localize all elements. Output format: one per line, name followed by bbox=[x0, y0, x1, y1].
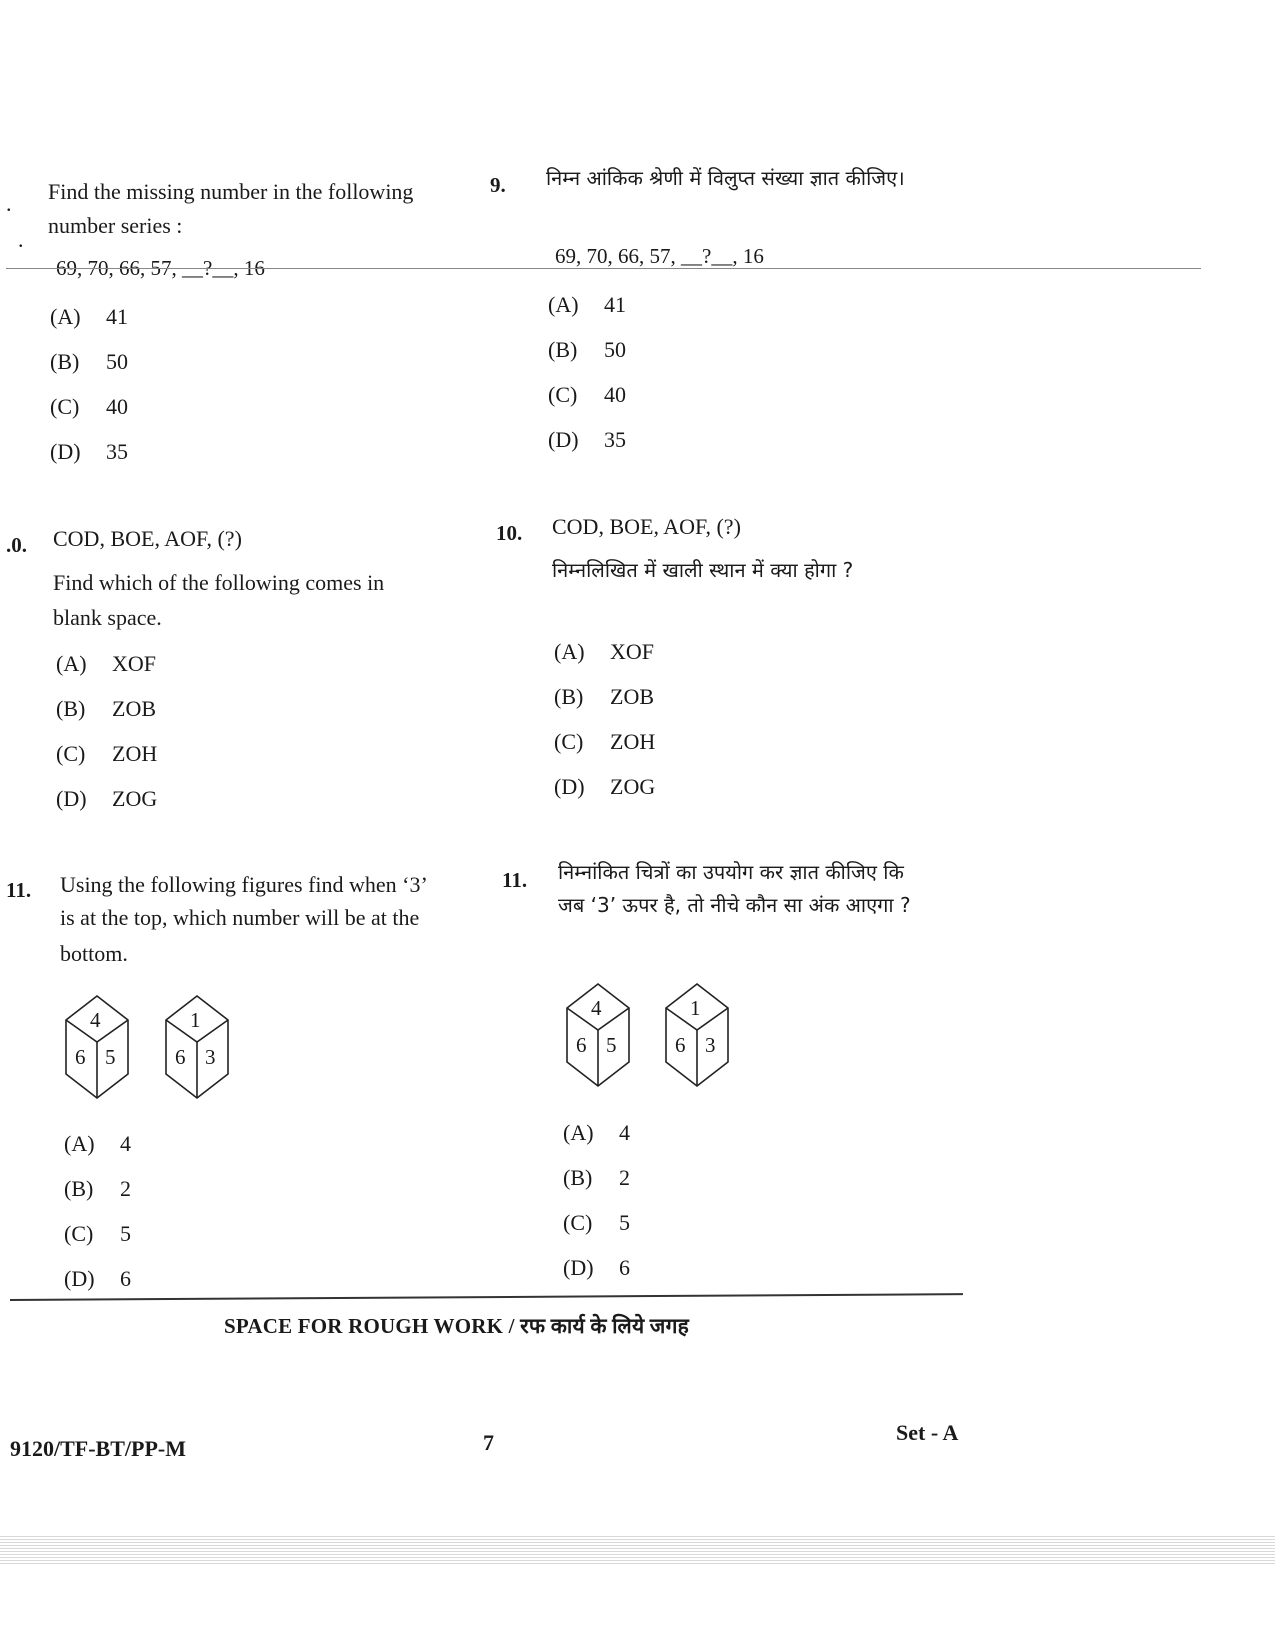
q11-hi-die-1 bbox=[563, 982, 633, 1088]
q11-en-option-b: (B) 2 bbox=[64, 1176, 131, 1201]
q11-en-die-1-top: 4 bbox=[90, 1008, 101, 1032]
q11-hi-option-d: (D) 6 bbox=[563, 1255, 630, 1280]
q11-en-option-d: (D) 6 bbox=[64, 1266, 131, 1291]
q10-hi-question: निम्नलिखित में खाली स्थान में क्या होगा ? bbox=[552, 558, 854, 582]
q10-hi-stem: COD, BOE, AOF, (?) bbox=[552, 514, 741, 539]
q11-en-die-2-left: 6 bbox=[175, 1045, 186, 1069]
q10-hi-option-d: (D) ZOG bbox=[554, 774, 656, 799]
q11-en-die-1-right: 5 bbox=[105, 1045, 116, 1069]
q9-en-series: 69, 70, 66, 57, __?__, 16 bbox=[56, 256, 265, 280]
q11-hi-question-line-1: निम्नांकित चित्रों का उपयोग कर ज्ञात कीजिए कि bbox=[558, 860, 904, 884]
q11-en-die-2 bbox=[162, 994, 232, 1100]
q11-hi-number: 11. bbox=[502, 868, 528, 892]
q10-en-question-line-1: Find which of the following comes in bbox=[53, 570, 385, 595]
q9-en-option-a: (A) 41 bbox=[50, 304, 128, 329]
q11-en-option-c: (C) 5 bbox=[64, 1221, 131, 1246]
q11-hi-die-1-left: 6 bbox=[576, 1033, 587, 1057]
page-number: 7 bbox=[483, 1430, 494, 1455]
q11-hi-die-2-right: 3 bbox=[705, 1033, 716, 1057]
q10-hi-option-a: (A) XOF bbox=[554, 639, 655, 664]
q10-en-option-b: (B) ZOB bbox=[56, 696, 156, 721]
q10-en-option-d: (D) ZOG bbox=[56, 786, 158, 811]
q9-hi-question: निम्न आंकिक श्रेणी में विलुप्त संख्या ज्ञात कीजिए। bbox=[546, 166, 905, 190]
q11-hi-option-c: (C) 5 bbox=[563, 1210, 630, 1235]
q9-en-question-line-1: Find the missing number in the following bbox=[48, 179, 414, 204]
q11-en-question-line-1: Using the following figures find when ‘3’ bbox=[60, 872, 428, 897]
q9-hi-option-a: (A) 41 bbox=[548, 292, 626, 317]
rough-work-label: SPACE FOR ROUGH WORK / रफ कार्य के लिये जगह bbox=[224, 1314, 689, 1338]
q9-hi-number: 9. bbox=[490, 173, 506, 197]
q9-en-option-c: (C) 40 bbox=[50, 394, 128, 419]
q11-en-question-line-3: bottom. bbox=[60, 941, 128, 966]
q11-hi-question-line-2: जब ‘3’ ऊपर है, तो नीचे कौन सा अंक आएगा ? bbox=[558, 893, 911, 917]
q10-hi-number: 10. bbox=[496, 521, 523, 545]
paper-code: 9120/TF-BT/PP-M bbox=[10, 1436, 186, 1461]
q9-hi-series: 69, 70, 66, 57, __?__, 16 bbox=[555, 244, 764, 268]
q9-en-option-b: (B) 50 bbox=[50, 349, 128, 374]
q9-hi-option-b: (B) 50 bbox=[548, 337, 626, 362]
q11-en-die-2-top: 1 bbox=[190, 1008, 201, 1032]
q11-en-die-1-left: 6 bbox=[75, 1045, 86, 1069]
q9-en-option-d: (D) 35 bbox=[50, 439, 128, 464]
q10-en-number: .0. bbox=[6, 533, 27, 557]
q11-hi-die-2 bbox=[662, 982, 732, 1088]
rough-work-divider bbox=[10, 1293, 963, 1301]
q10-en-question-line-2: blank space. bbox=[53, 605, 162, 630]
q10-en-option-c: (C) ZOH bbox=[56, 741, 158, 766]
q11-hi-die-2-left: 6 bbox=[675, 1033, 686, 1057]
q11-hi-die-2-top: 1 bbox=[690, 996, 701, 1020]
q9-hi-option-d: (D) 35 bbox=[548, 427, 626, 452]
q11-en-question-line-2: is at the top, which number will be at the bbox=[60, 905, 420, 930]
q9-en-bullet: . bbox=[6, 191, 12, 216]
q9-en-bullet-2: . bbox=[18, 227, 24, 252]
q11-hi-option-b: (B) 2 bbox=[563, 1165, 630, 1190]
q11-hi-die-1-right: 5 bbox=[606, 1033, 617, 1057]
q10-en-stem: COD, BOE, AOF, (?) bbox=[53, 526, 242, 551]
q10-hi-option-c: (C) ZOH bbox=[554, 729, 656, 754]
q11-en-number: 11. bbox=[6, 878, 32, 902]
set-label: Set - A bbox=[896, 1420, 959, 1445]
q11-hi-option-a: (A) 4 bbox=[563, 1120, 630, 1145]
q11-hi-die-1-top: 4 bbox=[591, 996, 602, 1020]
q9-en-question-line-2: number series : bbox=[48, 213, 183, 238]
q11-en-option-a: (A) 4 bbox=[64, 1131, 131, 1156]
scanner-edge bbox=[0, 1536, 1275, 1566]
q11-en-die-2-right: 3 bbox=[205, 1045, 216, 1069]
q10-en-option-a: (A) XOF bbox=[56, 651, 157, 676]
q10-hi-option-b: (B) ZOB bbox=[554, 684, 654, 709]
q11-en-die-1 bbox=[62, 994, 132, 1100]
q9-hi-option-c: (C) 40 bbox=[548, 382, 626, 407]
